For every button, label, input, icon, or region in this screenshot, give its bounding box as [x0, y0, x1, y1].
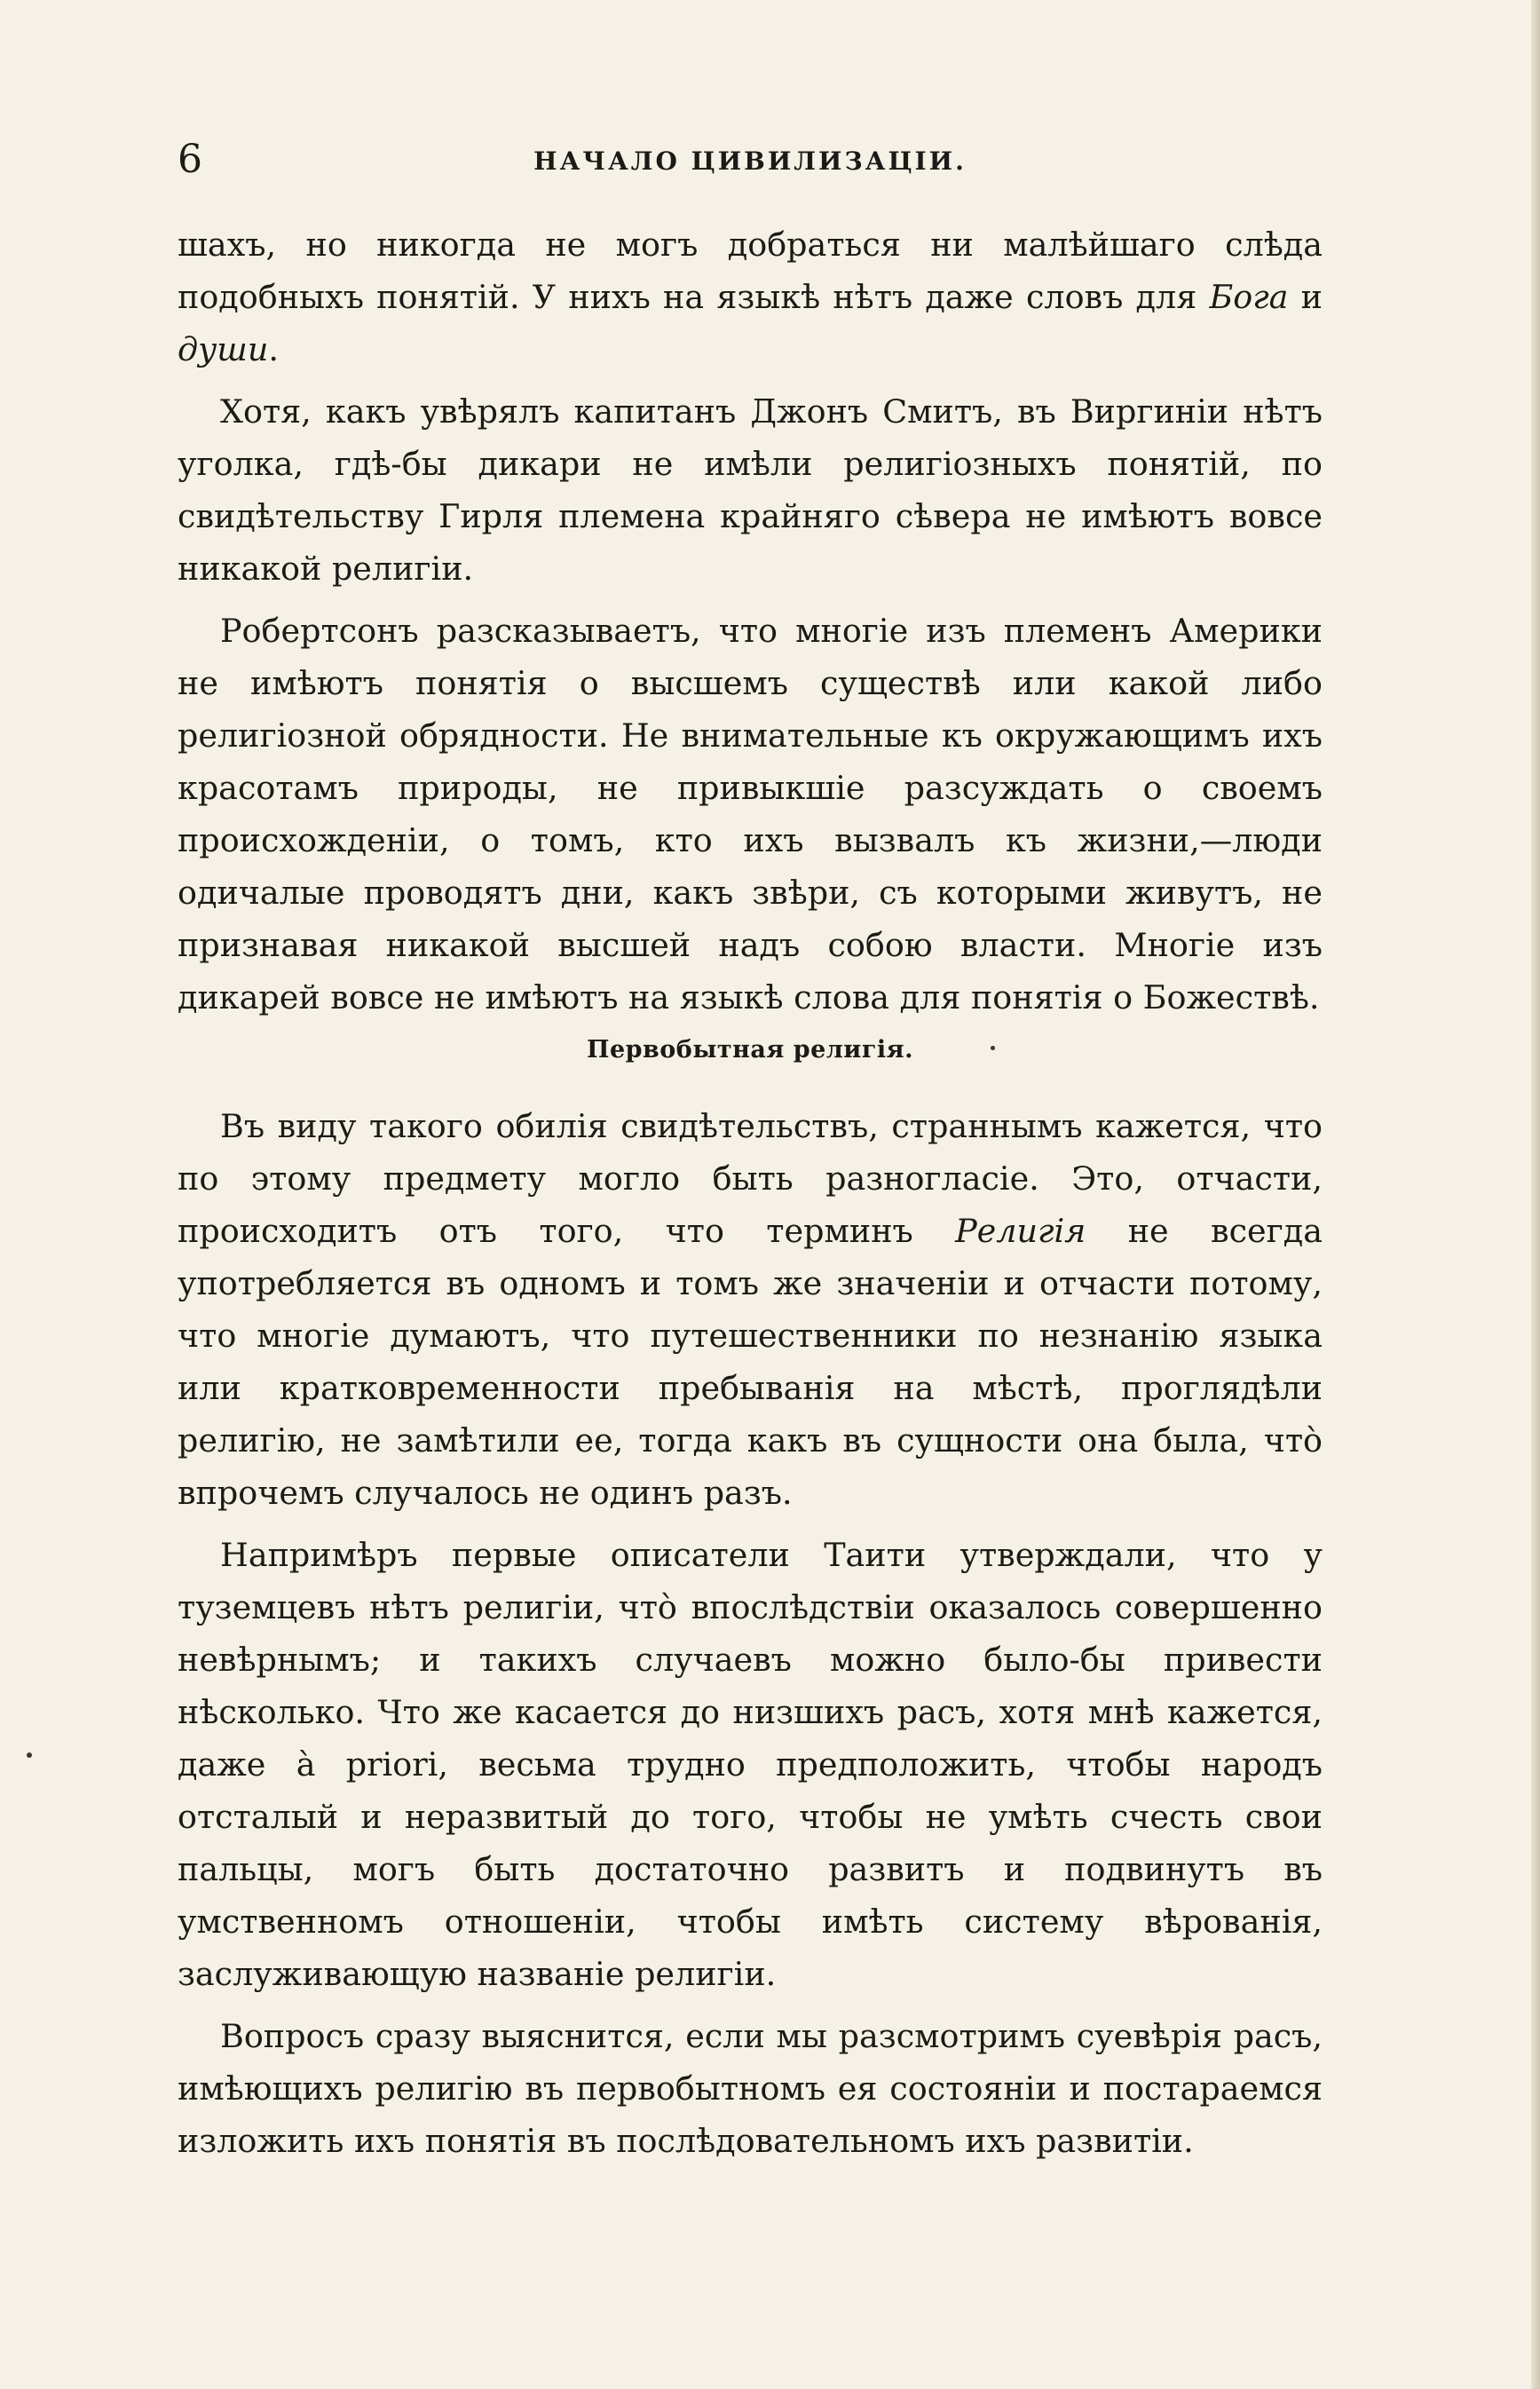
paragraph: Робертсонъ разсказываетъ, что многіе изъ племенъ Америки не имѣютъ понятія о высшемъ существѣ или какой либо религіозной обрядности. Не внимательные къ окружающимъ ихъ красотамъ природы, не привыкшіе разсуждать о своемъ происхожденіи, о томъ, кто ихъ вызвалъ къ жизни,—люди одичалые проводятъ дни, какъ звѣри, съ которыми живутъ, не признавая никакой высшей надъ собою власти. Многіе изъ дикарей вовсе не имѣютъ на языкѣ слова для понятія о Божествѣ.: [178, 612, 1323, 1017]
italic-term: души: [178, 330, 269, 368]
paragraph-continued: [178, 218, 1323, 376]
page-edge: [1531, 0, 1540, 2389]
paragraph: [178, 1100, 1323, 1519]
paragraph-text: Въ виду такого обилія свидѣтельствъ, страннымъ кажется, что по этому предмету могло быть разногласіе. Это, отчасти, происходитъ отъ того, что терминъ: [178, 1107, 1323, 1250]
paragraph: Напримѣръ первые описатели Таити утверждали, что у туземцевъ нѣтъ религіи, что̀ впослѣдствіи оказалось совершенно невѣрнымъ; и такихъ случаевъ можно было-бы привести нѣсколько. Что же касается до низшихъ расъ, хотя мнѣ кажется, даже à priori, весьма трудно предположить, чтобы народъ отсталый и неразвитый до того, чтобы не умѣть счесть свои пальцы, могъ быть достаточно развитъ и подвинутъ въ умственномъ отношеніи, чтобы имѣть систему вѣрованія, заслуживающую названіе религіи.: [178, 1536, 1323, 1993]
running-title: НАЧАЛО ЦИВИЛИЗАЦІИ.: [533, 146, 967, 176]
section-heading: Первобытная религія.: [586, 1036, 913, 1064]
paragraph-text: шахъ, но никогда не могъ добраться ни малѣйшаго слѣда подобныхъ понятій. У нихъ на языкѣ нѣтъ даже словъ для: [178, 225, 1323, 316]
paragraph-text: .: [268, 330, 279, 368]
italic-term: Религія: [955, 1212, 1086, 1250]
italic-term: Бога: [1209, 278, 1289, 316]
print-speck: [27, 1752, 32, 1758]
page-header: [178, 133, 1323, 186]
paragraph: Вопросъ сразу выяснится, если мы разсмотримъ суевѣрія расъ, имѣющихъ религію въ первобытномъ ея состояніи и постараемся изложить ихъ понятія въ послѣдовательномъ ихъ развитіи.: [178, 2017, 1323, 2160]
print-speck: [991, 1046, 995, 1050]
page-number: 6: [178, 137, 202, 182]
paragraph-text: не всегда употребляется въ одномъ и томъ же значеніи и отчасти потому, что многіе думаютъ, что путешественники по незнанію языка или кратковременности пребыванія на мѣстѣ, проглядѣли религію, не замѣтили ее, тогда какъ въ сущности она была, что̀ впрочемъ случалось не одинъ разъ.: [178, 1212, 1323, 1512]
paragraph-text: и: [1288, 278, 1323, 316]
paragraph: Хотя, какъ увѣрялъ капитанъ Джонъ Смитъ, въ Виргиніи нѣтъ уголка, гдѣ-бы дикари не имѣли религіозныхъ понятій, по свидѣтельству Гирля племена крайняго сѣвера не имѣютъ вовсе никакой религіи.: [178, 392, 1323, 588]
body-text: [178, 218, 1323, 2167]
